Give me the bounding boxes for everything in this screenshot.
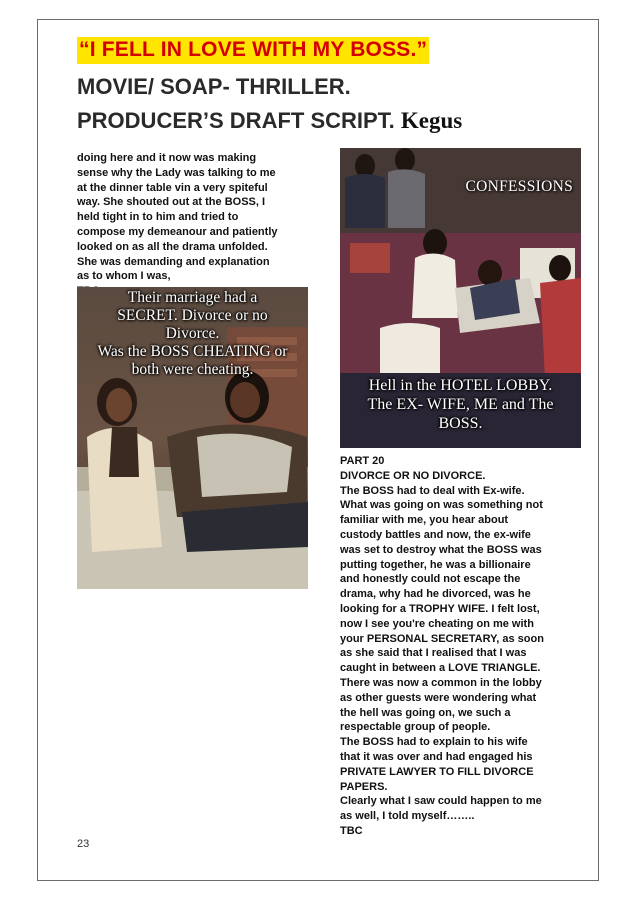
confessions-label: CONFESSIONS xyxy=(465,178,573,195)
caption-line: both were cheating. xyxy=(131,361,254,378)
caption-line: The EX- WIFE, ME and The xyxy=(367,396,554,413)
right-column-text xyxy=(340,454,572,839)
text-line: PAPERS. xyxy=(340,780,388,793)
text-line: respectable group of people. xyxy=(340,721,491,734)
title-genre: MOVIE/ SOAP- THRILLER. xyxy=(77,74,351,99)
left-column-text xyxy=(77,151,317,299)
text-line: held tight in to him and tried to xyxy=(77,211,239,224)
text-line: sense why the Lady was talking to me xyxy=(77,166,276,179)
image-caption-marriage xyxy=(77,289,308,379)
text-line: compose my demeanour and patiently xyxy=(77,225,278,238)
text-line: familiar with me, you hear about xyxy=(340,514,509,527)
text-line: The BOSS had to explain to his wife xyxy=(340,736,528,749)
text-line: now I see you're cheating on me with xyxy=(340,617,534,630)
caption-line: Divorce. xyxy=(165,325,220,342)
scene-image-lobby xyxy=(340,148,581,448)
text-line: looking for a TROPHY WIFE. I felt lost, xyxy=(340,602,540,615)
page-number: 23 xyxy=(77,838,90,850)
title-script xyxy=(77,108,462,134)
text-line: looked on as all the drama unfolded. xyxy=(77,240,268,253)
text-line: as she said that I realised that I was xyxy=(340,647,527,660)
caption-line: Was the BOSS CHEATING or xyxy=(97,343,288,360)
part-heading: PART 20 xyxy=(340,455,385,467)
text-line: The BOSS had to deal with Ex-wife. xyxy=(340,484,525,497)
text-line: putting together, he was a billionaire xyxy=(340,558,531,571)
text-line: way. She shouted out at the BOSS, I xyxy=(77,196,266,209)
scene-image-couple xyxy=(77,287,308,589)
section-heading: DIVORCE OR NO DIVORCE. xyxy=(340,469,486,482)
text-line: as to whom I was, xyxy=(77,270,171,283)
text-line: and honestly could not escape the xyxy=(340,573,521,586)
text-line: What was going on was something not xyxy=(340,499,543,512)
text-line: There was now a common in the lobby xyxy=(340,676,542,689)
text-line: PRIVATE LAWYER TO FILL DIVORCE xyxy=(340,765,534,778)
text-line: that it was over and had engaged his xyxy=(340,750,533,763)
text-line: Clearly what I saw could happen to me xyxy=(340,795,542,808)
caption-line: BOSS. xyxy=(438,415,483,432)
caption-line: Hell in the HOTEL LOBBY. xyxy=(368,377,553,394)
image-caption-lobby xyxy=(340,376,581,433)
text-line: TBC xyxy=(340,824,363,837)
text-line: was set to destroy what the BOSS was xyxy=(340,543,542,556)
caption-line: Their marriage had a xyxy=(127,289,258,306)
text-line: the hell was going on, we such a xyxy=(340,706,511,719)
text-line: custody battles and now, the ex-wife xyxy=(340,528,531,541)
text-line: caught in between a LOVE TRIANGLE. xyxy=(340,662,541,675)
caption-line: SECRET. Divorce or no xyxy=(117,307,268,324)
text-line: as other guests were wondering what xyxy=(340,691,537,704)
author-name: Kegus xyxy=(400,108,463,133)
title-highlighted: “I FELL IN LOVE WITH MY BOSS.” xyxy=(77,37,429,64)
text-line: as well, I told myself…….. xyxy=(340,810,475,823)
text-line: She was demanding and explanation xyxy=(77,255,270,268)
text-line: your PERSONAL SECRETARY, as soon xyxy=(340,632,544,645)
text-line: drama, why had he divorced, was he xyxy=(340,588,531,601)
text-line: doing here and it now was making xyxy=(77,152,257,164)
title-script-text: PRODUCER’S DRAFT SCRIPT. xyxy=(77,108,395,133)
text-line: at the dinner table vin a very spiteful xyxy=(77,181,268,194)
